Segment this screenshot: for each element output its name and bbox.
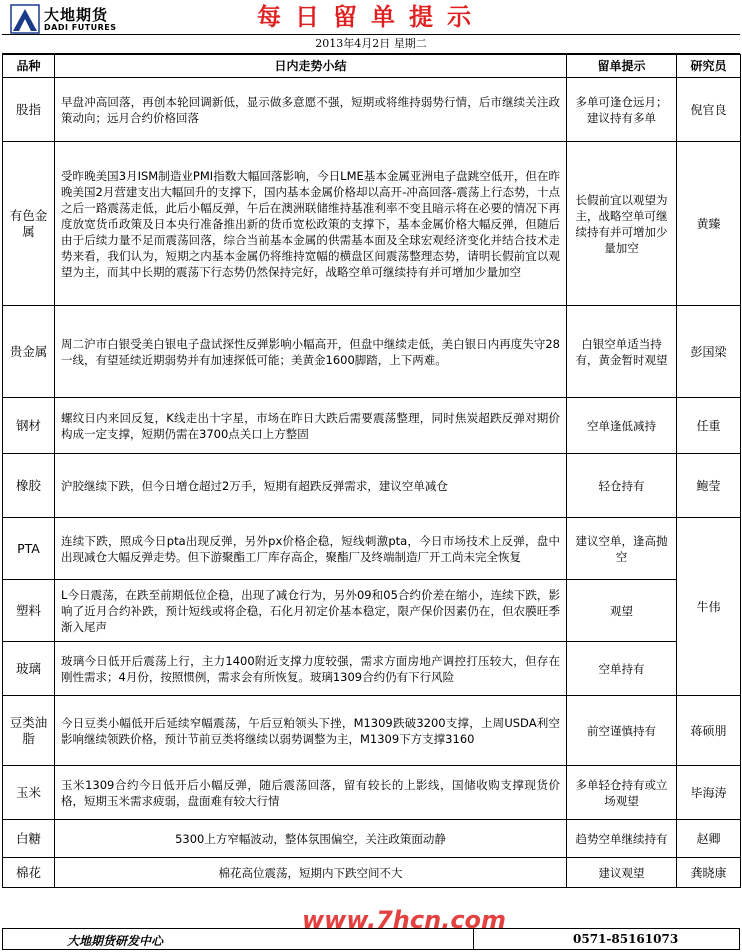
row-category: 钢材 <box>3 398 55 454</box>
row-category: 玉米 <box>3 766 55 820</box>
row-researcher: 倪官良 <box>677 78 741 142</box>
row-tip: 趋势空单继续持有 <box>567 820 677 858</box>
table-row <box>3 696 741 766</box>
row-summary: 5300上方窄幅波动，整体氛围偏空，关注政策面动静 <box>55 820 567 858</box>
site-watermark: www.7hcn.com <box>302 906 507 934</box>
row-researcher: 鲍莹 <box>677 454 741 518</box>
row-researcher: 任重 <box>677 398 741 454</box>
footer-divider <box>473 929 474 949</box>
row-category: 塑料 <box>3 580 55 642</box>
column-header-tip: 留单提示 <box>567 55 677 78</box>
row-researcher: 彭国梁 <box>677 306 741 398</box>
row-category: 白糖 <box>3 820 55 858</box>
row-tip: 建议空单，逢高抛空 <box>567 518 677 580</box>
row-tip: 多单轻仓持有或立场观望 <box>567 766 677 820</box>
table-row <box>3 820 741 858</box>
row-category: PTA <box>3 518 55 580</box>
row-summary: 棉花高位震荡，短期内下跌空间不大 <box>55 858 567 888</box>
row-tip: 前空谨慎持有 <box>567 696 677 766</box>
logo-en-text: DADI FUTURES <box>44 22 117 32</box>
row-researcher: 蒋硕朋 <box>677 696 741 766</box>
column-header-category: 品种 <box>3 55 55 78</box>
table-row <box>3 306 741 398</box>
report-table <box>2 54 741 888</box>
table-row <box>3 858 741 888</box>
row-researcher: 牛伟 <box>677 518 741 696</box>
table-row <box>3 142 741 306</box>
row-researcher: 龚晓康 <box>677 858 741 888</box>
row-summary: 周二沪市白银受美白银电子盘试探性反弹影响小幅高开，但盘中继续走低，美白银日内再度失守28一线，有望延续近期弱势并有加速探低可能；美黄金1600脚踏，上下两难。 <box>55 306 567 398</box>
row-category: 棉花 <box>3 858 55 888</box>
row-tip: 长假前宜以观望为主，战略空单可继续持有并可增加少量加空 <box>567 142 677 306</box>
row-tip: 空单持有 <box>567 642 677 696</box>
column-header-summary: 日内走势小结 <box>55 55 567 78</box>
row-researcher: 黄臻 <box>677 142 741 306</box>
column-header-researcher: 研究员 <box>677 55 741 78</box>
row-tip: 多单可逢仓远月；建议持有多单 <box>567 78 677 142</box>
row-category: 豆类油脂 <box>3 696 55 766</box>
table-row <box>3 766 741 820</box>
row-summary: 沪胶继续下跌，但今日增仓超过2万手，短期有超跌反弹需求，建议空单减仓 <box>55 454 567 518</box>
row-category: 有色金属 <box>3 142 55 306</box>
table-header-row <box>3 55 741 78</box>
report-sheet <box>2 0 740 950</box>
row-summary: L今日震荡，在跌至前期低位企稳，出现了减仓行为，另外09和05合约价差在缩小，连续下跌，影响了近月合约补跌，预计短线或将企稳，石化月初定价基本稳定，限产保价因素仍在，但农膜旺季渐入尾声 <box>55 580 567 642</box>
footer-phone: 0571-85161073 <box>573 932 679 946</box>
row-summary: 受昨晚美国3月ISM制造业PMI指数大幅回落影响，今日LME基本金属亚洲电子盘跳空低开，但在昨晚美国2月营建支出大幅回升的支撑下，国内基本金属价格却以高开-冲高回落-震荡上行态势，十点之后一路震荡走低，此后小幅反弹，午后在澳洲联储维持基准利率不变且暗示将在必要的情况下再度放宽货币政策及日本央行准备推出新的货币宽松政策的支撑下，基本金属价格大幅反弹，但随后由于后续力量不足而震荡回落，综合当前基本金属的供需基本面及全球宏观经济变化并结合技术走势来看，我们认为，短期之内基本金属仍将维持宽幅的横盘区间震荡整理态势，请明长假前宜以观望为主，而其中长期的震荡下行态势仍然保持完好，战略空单可继续持有并可增加少量加空 <box>55 142 567 306</box>
row-tip: 轻仓持有 <box>567 454 677 518</box>
logo-cn-text: 大地期货 <box>44 5 109 24</box>
table-row <box>3 580 741 642</box>
table-row <box>3 78 741 142</box>
row-category: 股指 <box>3 78 55 142</box>
row-summary: 螺纹日内来回反复，K线走出十字星，市场在昨日大跌后需要震荡整理，同时焦炭超跌反弹对期价构成一定支撑，短期仍需在3700点关口上方整固 <box>55 398 567 454</box>
row-summary: 早盘冲高回落，再创本轮回调新低，显示做多意愿不强，短期或将维持弱势行情，后市继续关注政策动向；远月合约价格回落 <box>55 78 567 142</box>
report-footer <box>2 928 740 950</box>
row-summary: 玻璃今日低开后震荡上行，主力1400附近支撑力度较强，需求方面房地产调控打压较大，但存在刚性需求；4月份，按照惯例，需求会有所恢复。玻璃1309合约仍有下行风险 <box>55 642 567 696</box>
table-row <box>3 398 741 454</box>
row-category: 橡胶 <box>3 454 55 518</box>
page-title: 每日留单提示 <box>257 2 485 31</box>
row-tip: 空单逢低减持 <box>567 398 677 454</box>
table-row <box>3 642 741 696</box>
row-tip: 观望 <box>567 580 677 642</box>
row-summary: 连续下跌，照成今日pta出现反弹，另外px价格企稳，短线刺激pta，今日市场技术上反弹，盘中出现减仓大幅反弹走势。但下游聚酯工厂库存高企，聚酯厂及终端制造厂开工尚未完全恢复 <box>55 518 567 580</box>
row-category: 贵金属 <box>3 306 55 398</box>
report-header <box>2 0 740 34</box>
row-summary: 今日豆类小幅低开后延续窄幅震荡，午后豆粕领头下挫，M1309跌破3200支撑，上周USDA利空影响继续领跌价格，预计节前豆类将继续以弱势调整为主，M1309下方支撑3160 <box>55 696 567 766</box>
row-summary: 玉米1309合约今日低开后小幅反弹，随后震荡回落，留有较长的上影线，国储收购支撑现货价格，短期玉米需求疲弱，盘面难有较大行情 <box>55 766 567 820</box>
row-tip: 白银空单适当持有，黄金暂时观望 <box>567 306 677 398</box>
row-tip: 建议观望 <box>567 858 677 888</box>
table-row <box>3 454 741 518</box>
report-date: 2013年4月2日 星期二 <box>2 34 740 54</box>
footer-org: 大地期货研发中心 <box>67 934 164 948</box>
row-category: 玻璃 <box>3 642 55 696</box>
row-researcher: 毕海涛 <box>677 766 741 820</box>
table-row <box>3 518 741 580</box>
row-researcher: 赵卿 <box>677 820 741 858</box>
